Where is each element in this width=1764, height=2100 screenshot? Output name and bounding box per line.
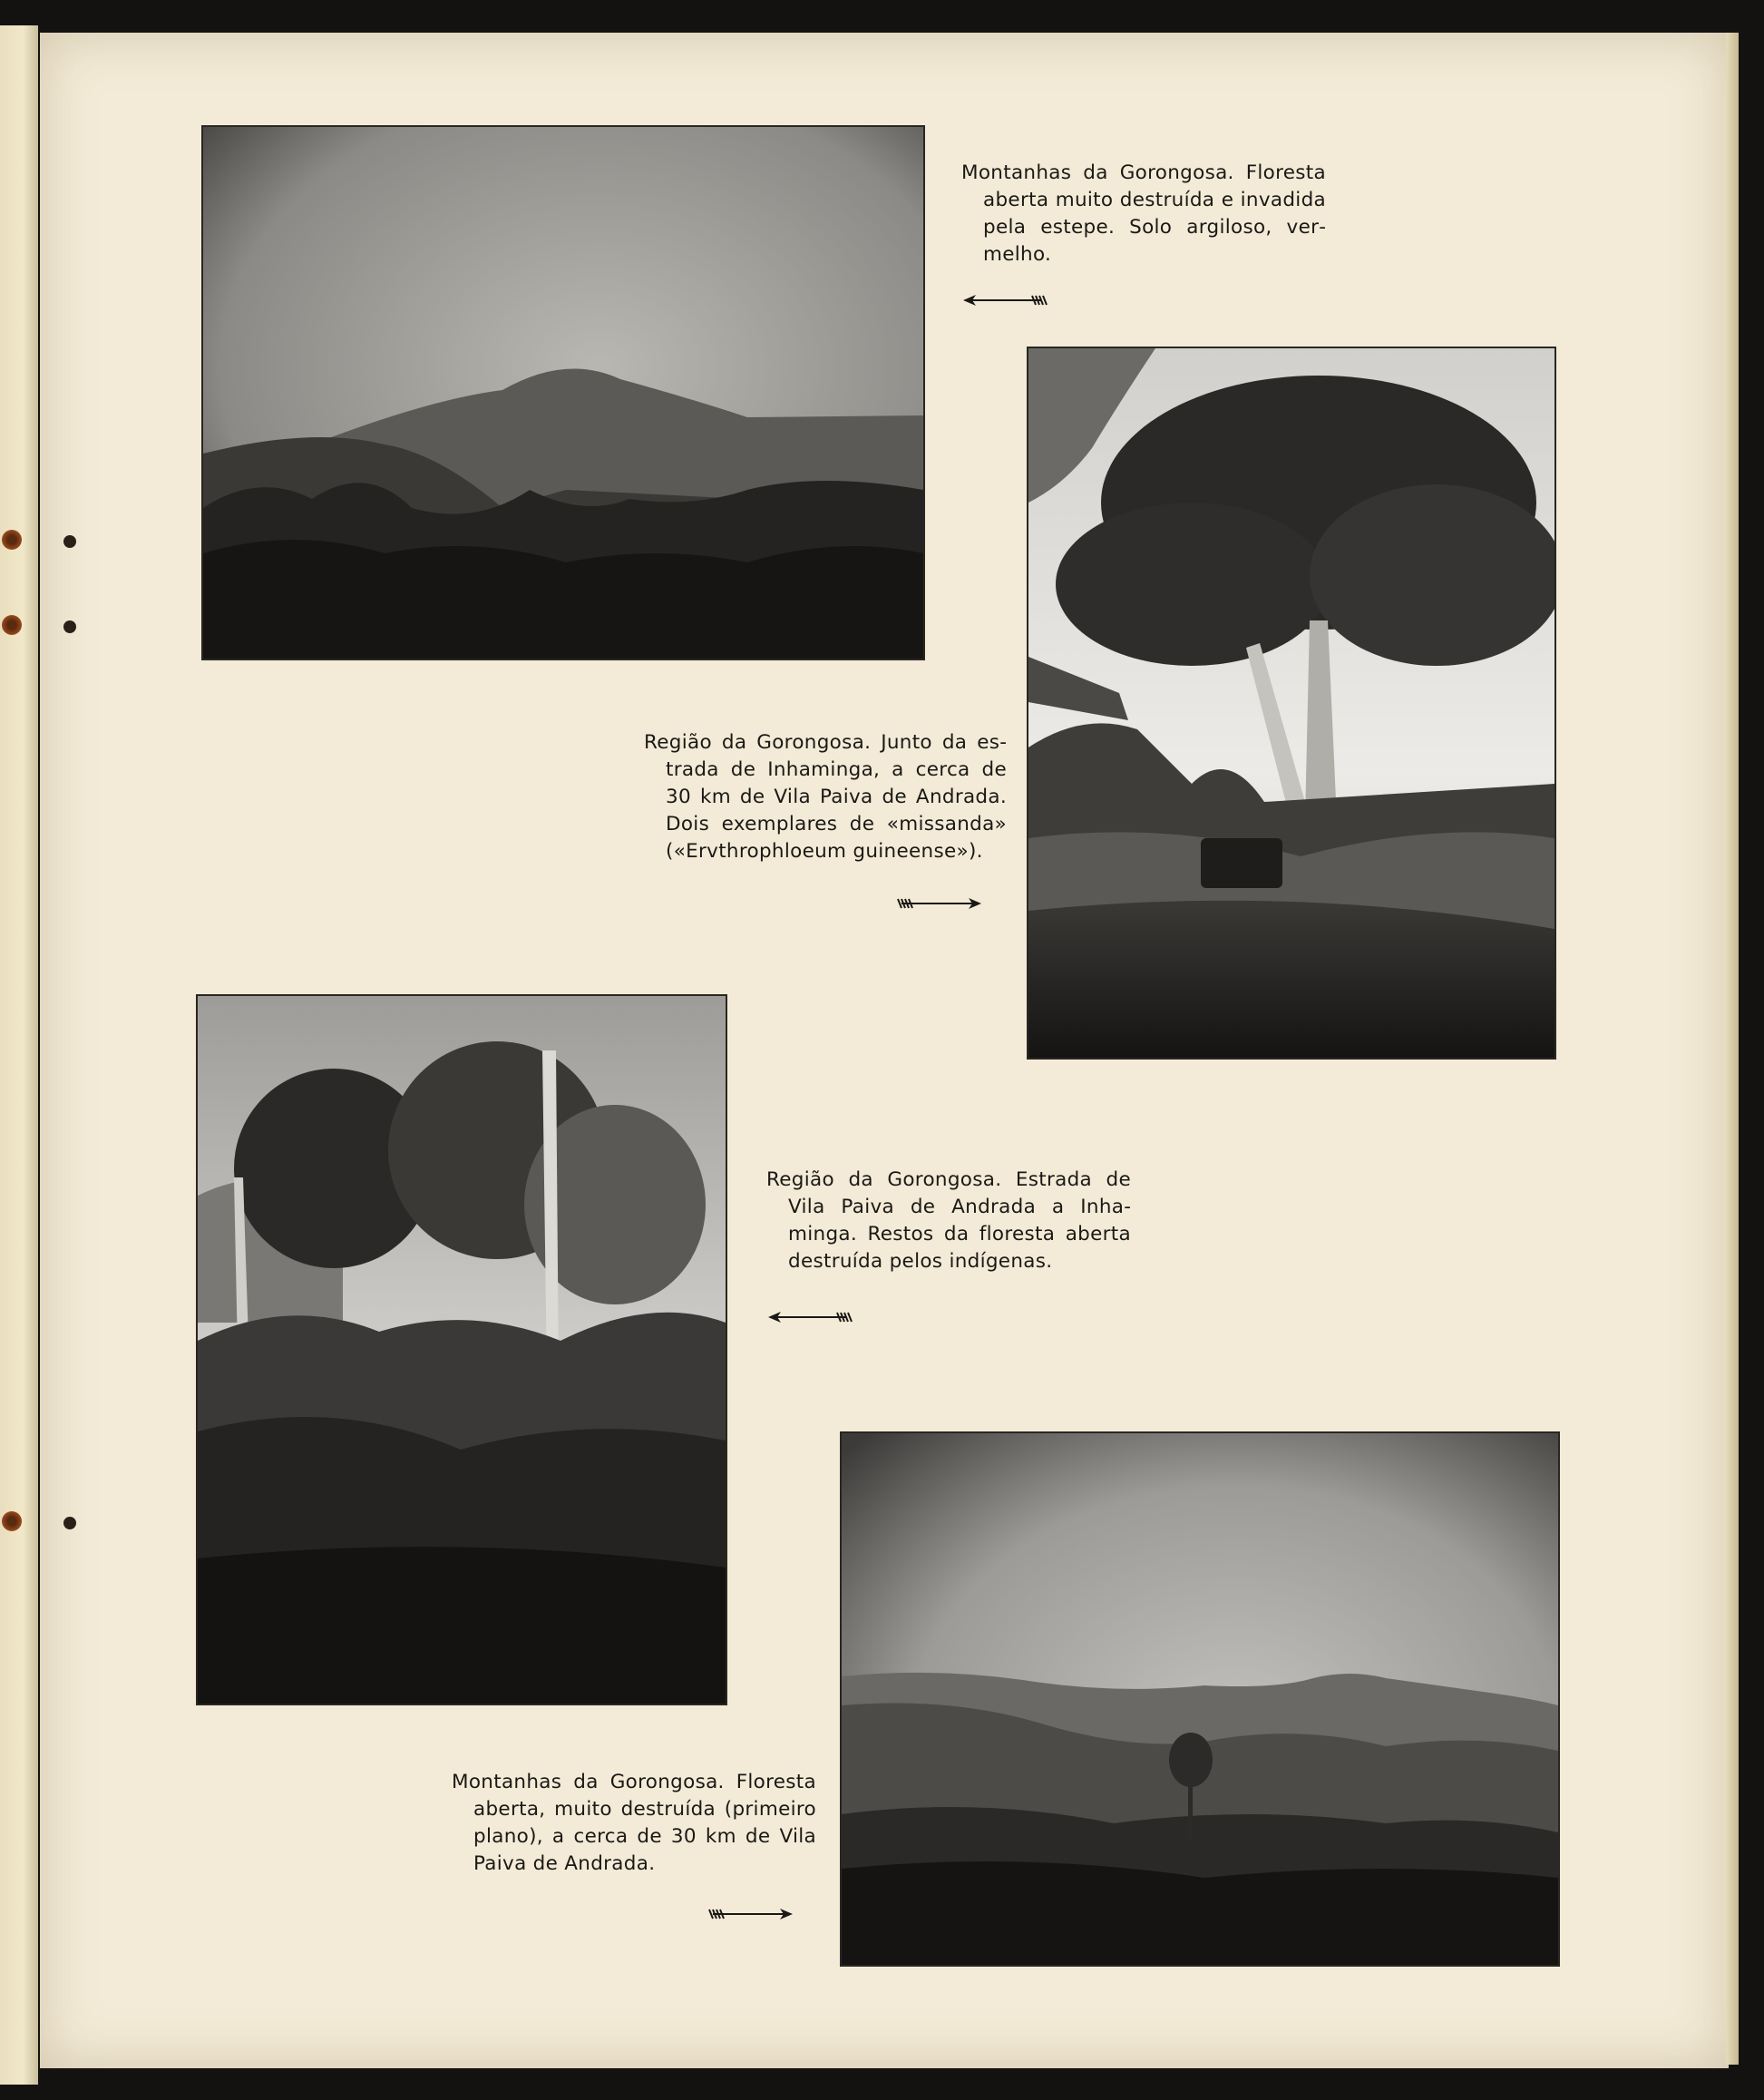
- binding-hole: [2, 530, 22, 550]
- binding-hole: [2, 1511, 22, 1531]
- right-arrow-icon: [707, 1906, 794, 1922]
- caption-2: Região da Gorongosa. Junto da estrada de Inhaminga, a cerca de 30 km de Vila Paiva de Andrada. Dois exemplares de «missanda» («Ervthrophloeum guineense»).: [644, 731, 1007, 863]
- punch-hole: [63, 620, 76, 633]
- punch-hole: [63, 1517, 76, 1529]
- caption-1: Montanhas da Gorongosa. Floresta aberta muito destruída e invadida pela estepe. Solo argiloso, vermelho.: [961, 161, 1326, 266]
- photo-trees-with-car: [1027, 347, 1556, 1060]
- photo-destroyed-forest: [196, 994, 727, 1705]
- binding-hole: [2, 615, 22, 635]
- right-arrow-icon: [896, 895, 983, 912]
- photo-mountain-landscape: [201, 125, 925, 660]
- left-arrow-icon: [961, 292, 1048, 308]
- facing-page-edge: [0, 25, 38, 2085]
- photo-mountain-range: [840, 1431, 1560, 1967]
- left-arrow-icon: [766, 1309, 853, 1325]
- punch-hole: [63, 535, 76, 548]
- caption-3: Região da Gorongosa. Estrada de Vila Paiva de Andrada a Inhaminga. Restos da floresta aberta destruída pelos indígenas.: [766, 1168, 1131, 1273]
- caption-4: Montanhas da Gorongosa. Floresta aberta, muito destruída (primeiro plano), a cerca de 30 km de Vila Paiva de Andrada.: [452, 1771, 816, 1875]
- page-edge: [1726, 33, 1739, 2065]
